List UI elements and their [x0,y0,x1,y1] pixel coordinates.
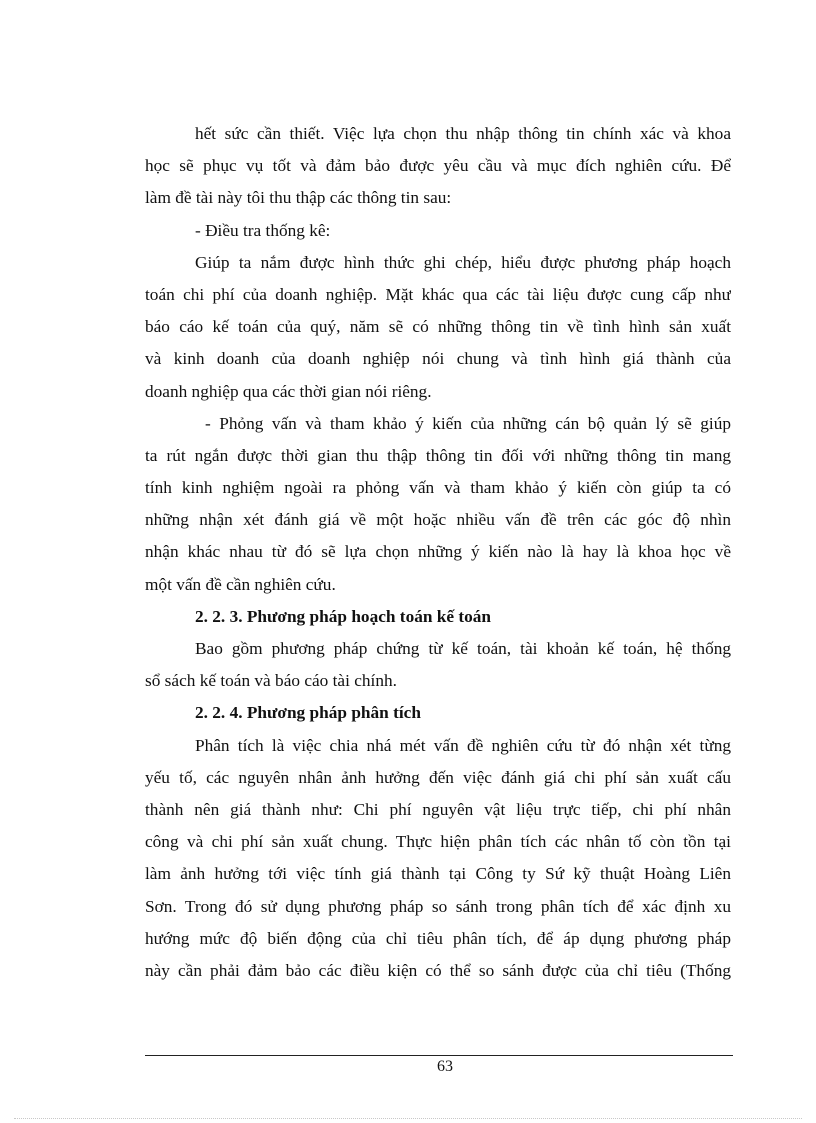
text-line: thành nên giá thành như: Chi phí nguyên vật liệu trực tiếp, chi phí nhân [145,799,731,819]
text-line: và kinh doanh của doanh nghiệp nói chung và tình hình giá thành của [145,349,731,369]
text-line: hết sức cần thiết. Việc lựa chọn thu nhập thông tin chính xác và khoa [195,124,731,143]
page-number: 63 [437,1058,453,1075]
text-line: những nhận xét đánh giá về một hoặc nhiều vấn đề trên các góc độ nhìn [145,510,731,530]
text-line: toán chi phí của doanh nghiệp. Mặt khác qua các tài liệu được cung cấp như [145,284,731,304]
text-line: Bao gồm phương pháp chứng từ kế toán, tài khoản kế toán, hệ thống [195,639,731,658]
list-item-survey: - Điều tra thống kê: [195,220,331,240]
text-line: ta rút ngắn được thời gian thu thập thông tin đối với những thông tin mang [145,445,731,465]
text-line: yếu tố, các nguyên nhân ảnh hưởng đến việc đánh giá chi phí sản xuất cấu [145,767,731,787]
text-line: Giúp ta nắm được hình thức ghi chép, hiểu được phương pháp hoạch [195,252,731,272]
text-line: này cần phải đảm bảo các điều kiện có thể so sánh được của chỉ tiêu (Thống [145,960,731,980]
text-line: làm đề tài này tôi thu thập các thông tin sau: [145,188,452,208]
text-line: Phân tích là việc chia nhá mét vấn đề nghiên cứu từ đó nhận xét từng [195,735,731,755]
text-line: doanh nghiệp qua các thời gian nói riêng. [145,381,432,401]
body-text [145,118,731,987]
text-line: hướng mức độ biến động của chỉ tiêu phân tích, để áp dụng phương pháp [145,928,731,948]
section-heading-2-2-3: 2. 2. 3. Phương pháp hoạch toán kế toán [195,606,492,626]
text-line: sổ sách kế toán và báo cáo tài chính. [145,671,397,691]
page-boundary [14,1118,802,1119]
text-line: tính kinh nghiệm ngoài ra phỏng vấn và tham khảo ý kiến còn giúp ta có [145,478,731,498]
text-line: công và chi phí sản xuất chung. Thực hiện phân tích các nhân tố còn tồn tại [145,832,731,852]
list-item-interview: - Phỏng vấn và tham khảo ý kiến của những cán bộ quản lý sẽ giúp [205,413,731,433]
text-line: một vấn đề cần nghiên cứu. [145,574,336,594]
text-line: nhận khác nhau từ đó sẽ lựa chọn những ý kiến nào là hay là khoa học về [145,542,731,562]
text-line: làm ảnh hưởng tới việc tính giá thành tại Công ty Sứ kỹ thuật Hoàng Liên [145,864,731,884]
text-line: báo cáo kế toán của quý, năm sẽ có những thông tin về tình hình sản xuất [145,317,731,337]
text-line: học sẽ phục vụ tốt và đảm bảo được yêu cầu và mục đích nghiên cứu. Để [145,156,731,176]
text-line: Sơn. Trong đó sử dụng phương pháp so sánh trong phân tích để xác định xu [145,896,731,916]
section-heading-2-2-4: 2. 2. 4. Phương pháp phân tích [195,703,421,723]
